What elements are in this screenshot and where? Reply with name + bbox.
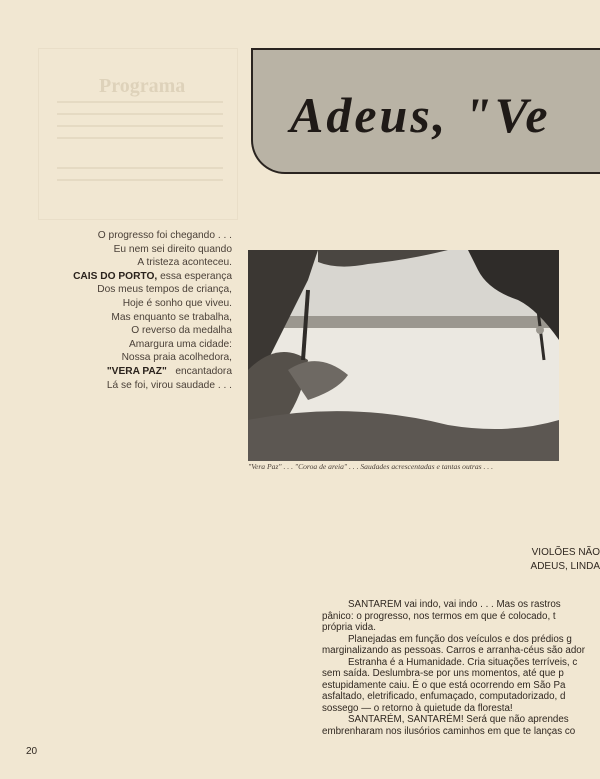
poem-line: Lá se foi, virou saudade . . . [106, 379, 232, 391]
body-line: SANTARÉM vai indo, vai indo . . . Mas os rastros [348, 599, 561, 610]
bleed-through-box [38, 48, 238, 220]
bleed-line [57, 137, 223, 139]
bleed-line [57, 113, 223, 115]
poem-line: O progresso foi chegando . . . [97, 230, 232, 241]
poem [30, 229, 232, 392]
beach-photo [248, 250, 559, 461]
page-number: 20 [26, 746, 38, 757]
poem-line-rest: encantadora [166, 365, 232, 377]
beach-photo-image [248, 250, 559, 461]
poem-line: Dos meus tempos de criança, [97, 284, 232, 296]
body-line: própria vida. [322, 622, 376, 633]
section-heading-line: ADEUS, LINDA [530, 561, 600, 572]
body-line: sossego — o retorno à quietude da floresta! [322, 702, 513, 714]
body-line: SANTARÉM, SANTARÉM! Será que não aprendes [348, 714, 569, 725]
poem-emphasis: CAIS DO PORTO, [73, 270, 158, 282]
bleed-line [57, 101, 223, 103]
poem-line [30, 365, 232, 379]
poem-line: Mas enquanto se trabalha, [111, 311, 232, 323]
bleed-line [57, 167, 223, 169]
body-line: pânico: o progresso, nos termos em que é colocado, t [322, 610, 556, 622]
poem-line: Eu nem sei direito quando [113, 243, 232, 255]
poem-line [30, 270, 232, 284]
poem-line: O reverso da medalha [131, 325, 232, 337]
section-heading-line: VIOLÕES NÃO [531, 547, 600, 558]
body-line: Planejadas em função dos veículos e dos prédios g [348, 633, 572, 645]
poem-line: Nossa praia acolhedora, [121, 352, 232, 364]
page-title: Adeus, "Ve [290, 87, 551, 143]
poem-emphasis: "VERA PAZ" [106, 365, 167, 377]
section-heading [480, 546, 600, 574]
poem-line: Hoje é sonho que viveu. [122, 297, 232, 309]
bleed-line [57, 125, 223, 127]
body-line: Estranha é a Humanidade. Cria situações terríveis, c [348, 656, 578, 668]
article-body [322, 599, 600, 737]
poem-line: Amargura uma cidade: [128, 338, 232, 350]
body-line: embrenharam nos ilusórios caminhos em que te lanças co [322, 725, 576, 737]
body-line: estupidamente caiu. É o que está ocorrendo em São Pa [322, 679, 566, 691]
body-line: sem saída. Deslumbra-se por uns momentos, até que p [322, 668, 564, 679]
poem-line: A tristeza aconteceu. [137, 257, 232, 269]
body-line: marginalizando as pessoas. Carros e arranha-céus são ador [322, 645, 586, 656]
body-line: asfaltado, eletrificado, enfumaçado, computadorizado, d [322, 691, 566, 702]
poem-line-rest: essa esperança [157, 270, 232, 282]
bleed-line [57, 179, 223, 181]
bleed-through-text: Programa [99, 75, 186, 97]
photo-caption: "Vera Paz" . . . "Coroa de areia" . . . Saudades acrescentadas e tantas outras . . . [248, 462, 493, 471]
